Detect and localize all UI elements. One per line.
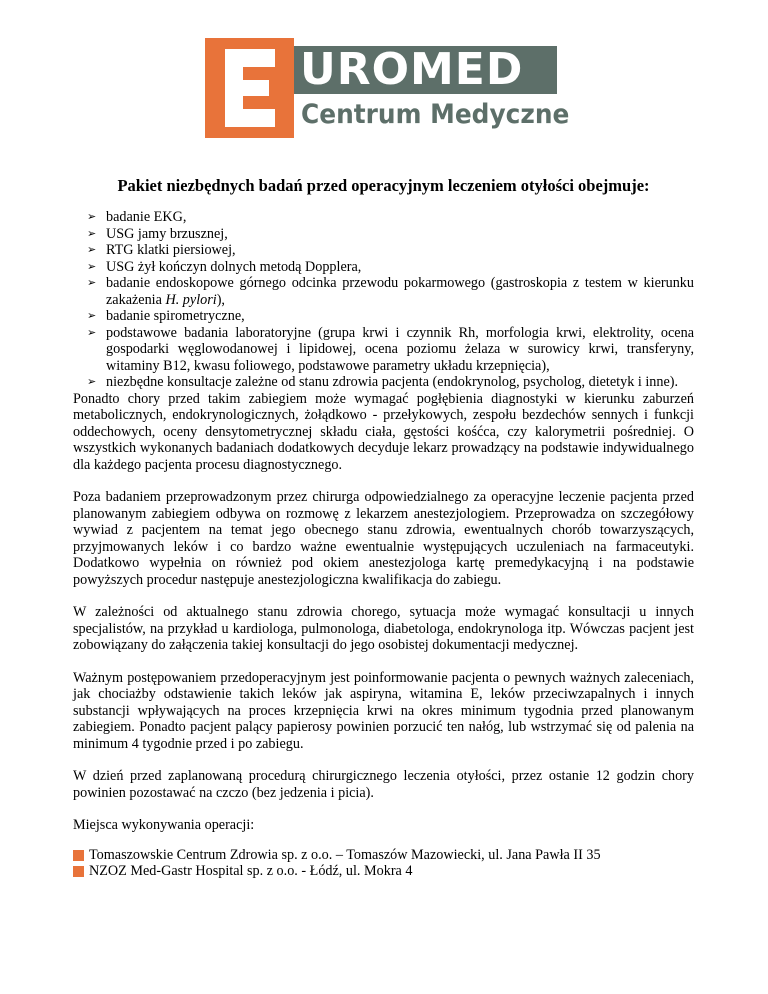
document-body: [73, 176, 694, 880]
place-item: NZOZ Med-Gastr Hospital sp. z o.o. - Łódź, ul. Mokra 4: [73, 863, 694, 880]
exam-list: [73, 209, 694, 391]
paragraph-anesthesiology: Poza badaniem przeprowadzonym przez chirurga odpowiedzialnego za operacyjne leczenie pacjenta przed planowanym zabiegiem odbywa on rozmowę z lekarzem anestezjologiem. Przeprowadza on szczegółowy wywiad z pacjentem na temat jego obecnego stanu zdrowia, ewentualnych chorób towarzyszących, przyjmowanych leków i co bardzo ważne ewentualnie występujących uczuleniach na farmaceutyki. Dodatkowo wypełnia on również pod okiem anestezjologa kartę premedykacyjną i na podstawie powyższych procedur następuje anestezjologiczna kwalifikacja do zabiegu.: [73, 489, 694, 588]
logo-e-letter-icon: [205, 38, 294, 138]
list-item: ➢ badanie endoskopowe górnego odcinka przewodu pokarmowego (gastroskopia z testem w kierunku zakażenia H. pylori),: [87, 275, 694, 308]
list-item: ➢ RTG klatki piersiowej,: [87, 242, 236, 258]
arrow-bullet-icon: ➢: [87, 260, 97, 273]
list-item: ➢ badanie spirometryczne,: [87, 308, 245, 324]
arrow-bullet-icon: ➢: [87, 227, 97, 240]
list-item: ➢ podstawowe badania laboratoryjne (grupa krwi i czynnik Rh, morfologia krwi, elektrolity, ocena gospodarki węglowodanowej i lipidowej, ocena poziomu żelaza w surowicy krwi, transferyny, witaminy B12, kwasu foliowego, podstawowe parametry układu krzepnięcia),: [87, 324, 694, 374]
paragraph-fasting: W dzień przed zaplanowaną procedurą chirurgicznego leczenia otyłości, przez ostanie 12 godzin chory powinien pozostawać na czczo (bez jedzenia i picia).: [73, 768, 694, 801]
list-item: ➢ badanie EKG,: [87, 209, 187, 225]
places-heading: Miejsca wykonywania operacji:: [73, 817, 255, 833]
arrow-bullet-icon: ➢: [87, 277, 97, 289]
arrow-bullet-icon: ➢: [87, 211, 97, 223]
logo-e-block: [205, 38, 294, 138]
paragraph-diagnostics: Ponadto chory przed takim zabiegiem może wymagać pogłębienia diagnostyki w kierunku zaburzeń metabolicznych, endokrynologicznych, żołądkowo - przełykowych, zespołu bezdechów sennych i funkcji oddechowych, oceny densytometrycznej składu ciała, gęstości kośćca, czy kalorymetrii pośredniej. O wszystkich wykonanych badaniach dodatkowych decyduje lekarz prowadzący na podstawie indywidualnego dla każdego pacjenta procesu diagnostycznego.: [73, 390, 694, 473]
arrow-bullet-icon: ➢: [87, 244, 97, 256]
arrow-bullet-icon: ➢: [87, 310, 97, 322]
list-item: ➢ niezbędne konsultacje zależne od stanu zdrowia pacjenta (endokrynolog, psycholog, dietetyk i inne).: [87, 374, 679, 390]
logo-brand-text: UROMED: [294, 46, 557, 94]
place-item: Tomaszowskie Centrum Zdrowia sp. z o.o. – Tomaszów Mazowiecki, ul. Jana Pawła II 35: [73, 847, 694, 864]
page-title: Pakiet niezbędnych badań przed operacyjnym leczeniem otyłości obejmuje:: [117, 176, 650, 195]
orange-square-bullet-icon: [73, 866, 84, 877]
paragraph-consultations: W zależności od aktualnego stanu zdrowia chorego, sytuacja może wymagać konsultacji u innych specjalistów, na przykład u kardiologa, pulmonologa, diabetologa, endokrynologa itp. Wówczas pacjent jest zobowiązany do załączenia takiej konsultacji do jego osobistej dokumentacji medycznej.: [73, 604, 694, 653]
paragraph-recommendations: Ważnym postępowaniem przedoperacyjnym jest poinformowanie pacjenta o pewnych ważnych zaleceniach, jak chociażby odstawienie takich leków jak aspiryna, witamina E, leków przeciwzapalnych i innych substancji wpływających na proces krzepnięcia krwi na okres minimum tygodnia przed planowanym zabiegiem. Ponadto pacjent palący papierosy powinien porzucić ten nałóg, lub wstrzymać się od palenia na minimum 4 tygodnie przed i po zabiegu.: [73, 669, 694, 752]
list-item: ➢ USG jamy brzusznej,: [87, 225, 228, 242]
arrow-bullet-icon: ➢: [87, 326, 97, 339]
list-item: ➢ USG żył kończyn dolnych metodą Dopplera,: [87, 258, 362, 275]
arrow-bullet-icon: ➢: [87, 376, 97, 388]
orange-square-bullet-icon: [73, 850, 84, 861]
euromed-logo: [205, 38, 570, 138]
logo-subtitle: Centrum Medyczne: [301, 99, 570, 130]
